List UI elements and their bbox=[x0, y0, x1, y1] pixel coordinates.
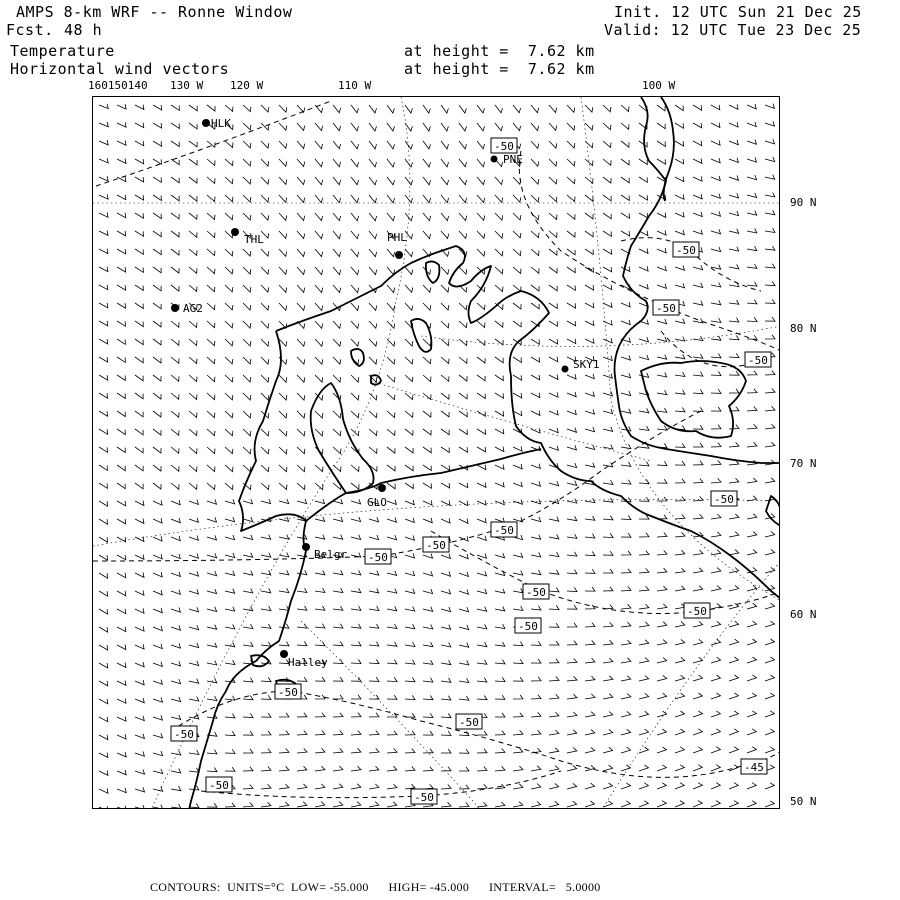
contour-label bbox=[206, 777, 232, 792]
svg-text:-50: -50 bbox=[459, 716, 479, 729]
svg-text:-50: -50 bbox=[676, 244, 696, 257]
ice-rise bbox=[411, 319, 431, 352]
contour-label bbox=[275, 684, 301, 699]
station-label: Halley bbox=[288, 656, 328, 669]
svg-text:-50: -50 bbox=[656, 302, 676, 315]
svg-text:-50: -50 bbox=[174, 728, 194, 741]
svg-text:-50: -50 bbox=[209, 779, 229, 792]
contour-label bbox=[711, 491, 737, 506]
station-label: PNE bbox=[503, 153, 523, 166]
station-marker-ag2 bbox=[171, 304, 179, 312]
contour-label bbox=[423, 537, 449, 552]
svg-text:-50: -50 bbox=[748, 354, 768, 367]
contour-label bbox=[491, 138, 517, 153]
temperature-contours bbox=[93, 101, 780, 798]
station-marker-thl bbox=[231, 228, 239, 236]
station-marker-glo bbox=[378, 484, 386, 492]
lon-label: 110 W bbox=[338, 79, 372, 92]
forecast-value: 48 h bbox=[64, 21, 103, 39]
map-panel bbox=[92, 96, 780, 809]
lat-label: 90 N bbox=[790, 196, 817, 209]
meridian-line bbox=[581, 97, 780, 601]
lon-label: 160150140 bbox=[88, 79, 148, 92]
contour-line bbox=[201, 771, 561, 798]
station-label: Belgr bbox=[314, 548, 348, 561]
contour-label bbox=[515, 618, 541, 633]
wind-vector-field bbox=[99, 104, 775, 809]
field2-level: at height = 7.62 km bbox=[404, 60, 595, 78]
svg-text:-50: -50 bbox=[518, 620, 538, 633]
berkner-island bbox=[311, 383, 374, 493]
coastline-west bbox=[189, 331, 306, 809]
contour-line bbox=[519, 151, 780, 351]
meridian-line bbox=[301, 621, 481, 809]
field1-name: Temperature bbox=[10, 42, 115, 60]
station-marker-sky1 bbox=[562, 366, 569, 373]
contour-line bbox=[93, 411, 701, 561]
contour-label bbox=[171, 726, 197, 741]
parallel-line bbox=[421, 326, 780, 346]
contour-label bbox=[684, 603, 710, 618]
station-label: SKY1 bbox=[573, 358, 600, 371]
contour-label bbox=[411, 789, 437, 804]
contour-label bbox=[653, 300, 679, 315]
contour-label bbox=[523, 584, 549, 599]
valid-time: Valid: 12 UTC Tue 23 Dec 25 bbox=[604, 21, 862, 39]
svg-text:-50: -50 bbox=[687, 605, 707, 618]
svg-text:-50: -50 bbox=[526, 586, 546, 599]
station-label: AG2 bbox=[183, 302, 203, 315]
station-marker-hlk bbox=[202, 119, 210, 127]
ice-rise bbox=[371, 375, 381, 384]
station-marker-phl bbox=[395, 251, 403, 259]
station-label: HLK bbox=[211, 117, 231, 130]
map-title: AMPS 8-km WRF -- Ronne Window bbox=[16, 3, 293, 21]
svg-text:-50: -50 bbox=[368, 551, 388, 564]
svg-text:-45: -45 bbox=[744, 761, 764, 774]
contour-line bbox=[171, 691, 780, 777]
ice-shelf-edge bbox=[276, 246, 780, 599]
forecast-label: Fcst. bbox=[6, 21, 54, 39]
lat-label: 80 N bbox=[790, 322, 817, 335]
station-marker-halley bbox=[280, 650, 288, 658]
svg-text:-50: -50 bbox=[494, 140, 514, 153]
peninsula-coast bbox=[661, 97, 674, 201]
meridian-line bbox=[151, 97, 410, 809]
svg-text:-50: -50 bbox=[278, 686, 298, 699]
contour-label bbox=[365, 549, 391, 564]
svg-text:-50: -50 bbox=[714, 493, 734, 506]
contour-line bbox=[431, 531, 780, 614]
lat-label: 50 N bbox=[790, 795, 817, 808]
lon-label: 120 W bbox=[230, 79, 264, 92]
station-marker-pne bbox=[491, 156, 498, 163]
init-time: Init. 12 UTC Sun 21 Dec 25 bbox=[614, 3, 862, 21]
svg-text:-50: -50 bbox=[414, 791, 434, 804]
field1-level: at height = 7.62 km bbox=[404, 42, 595, 60]
contour-label bbox=[491, 522, 517, 537]
lat-label: 70 N bbox=[790, 457, 817, 470]
station-label: PHL bbox=[387, 231, 407, 244]
contour-info-footer: CONTOURS: UNITS=°C LOW= -55.000 HIGH= -45.000 INTERVAL= 5.0000 bbox=[150, 880, 601, 894]
coastline bbox=[189, 97, 780, 809]
lat-label: 60 N bbox=[790, 608, 817, 621]
map-canvas bbox=[93, 97, 780, 809]
station-label: THL bbox=[244, 233, 264, 246]
contour-label bbox=[456, 714, 482, 729]
svg-text:-50: -50 bbox=[426, 539, 446, 552]
wind-barb-icon bbox=[99, 104, 775, 809]
contour-label bbox=[673, 242, 699, 257]
station-label: GLO bbox=[367, 496, 387, 509]
svg-text:-50: -50 bbox=[494, 524, 514, 537]
alexander-island bbox=[641, 361, 746, 438]
contour-line bbox=[96, 101, 331, 186]
station-marker-belgr bbox=[302, 543, 310, 551]
field2-name: Horizontal wind vectors bbox=[10, 60, 230, 78]
contour-label bbox=[741, 759, 767, 774]
contour-label bbox=[745, 352, 771, 367]
lon-label: 130 W bbox=[170, 79, 204, 92]
lon-label: 100 W bbox=[642, 79, 676, 92]
